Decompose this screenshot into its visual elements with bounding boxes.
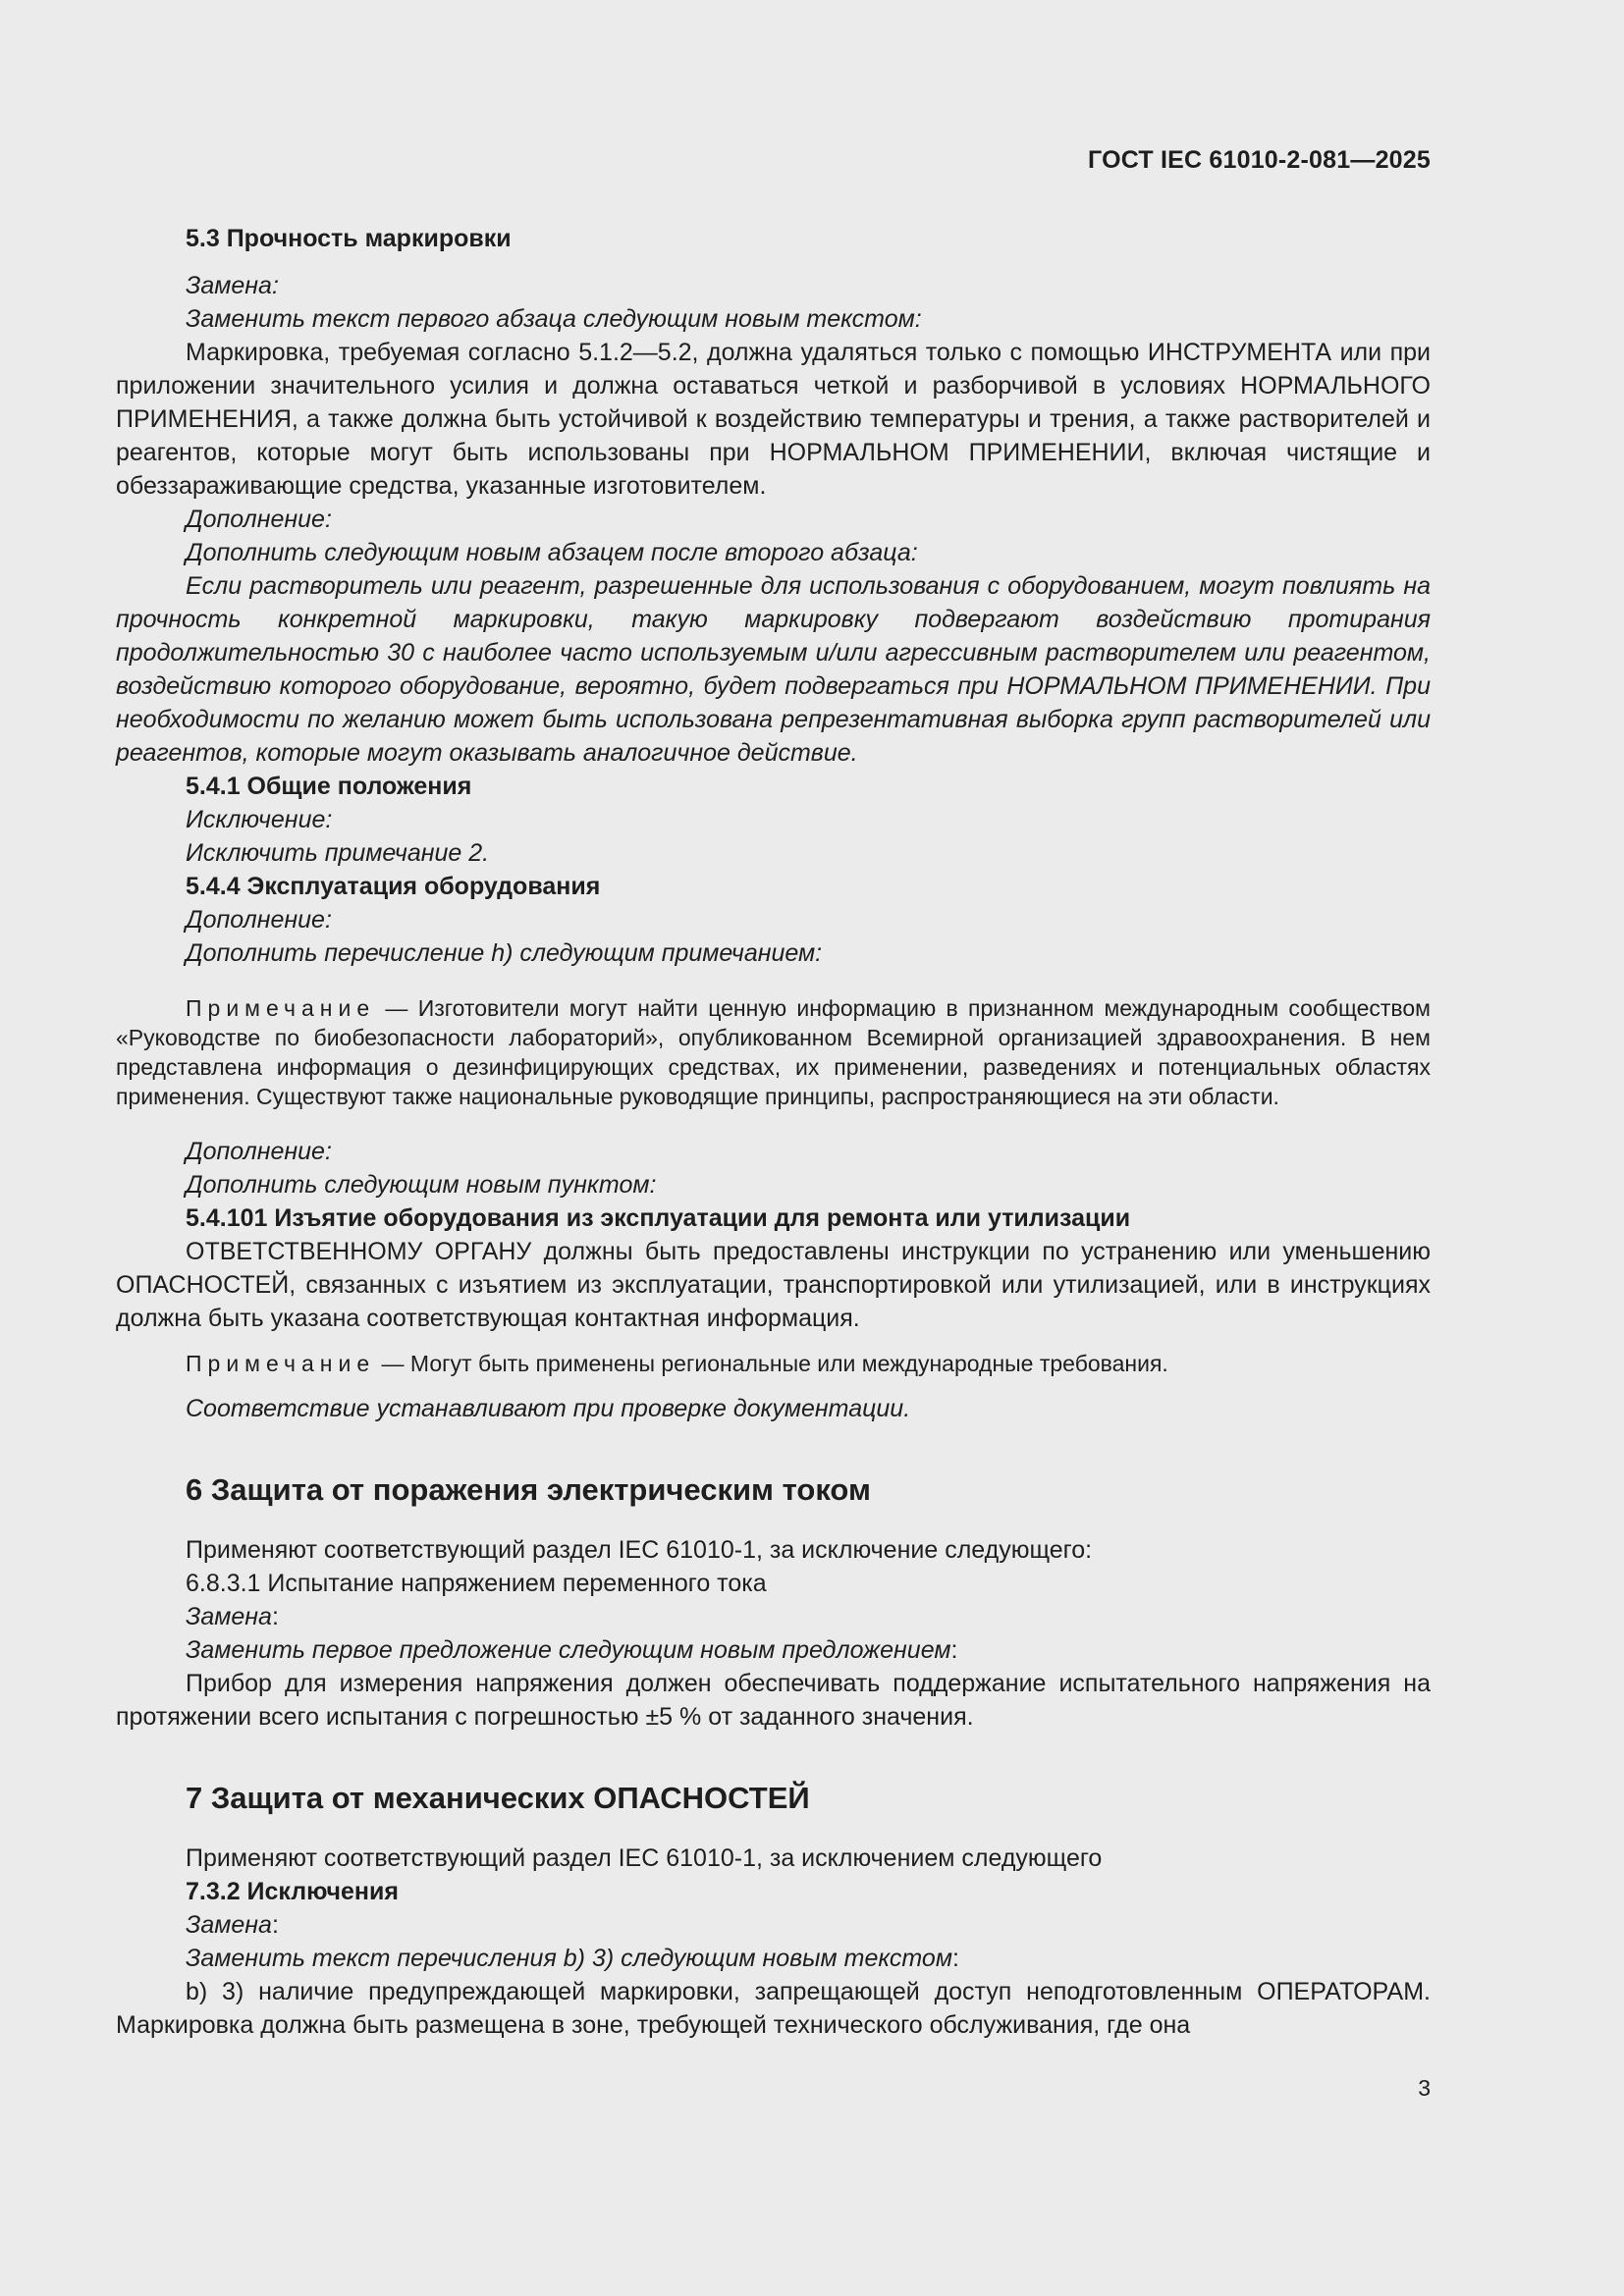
replacement-paragraph: Маркировка, требуемая согласно 5.1.2—5.2, должна удаляться только с помощью ИНСТРУМЕНТА или при приложении значительного усилия и должна оставаться четкой и разборчивой в условиях НОРМАЛЬНОГО ПРИМЕНЕНИЯ, а также должна быть устойчивой к воздействию температуры и трения, а также растворителей и реагентов, которые могут быть использованы при НОРМАЛЬНОМ ПРИМЕНЕНИИ, включая чистящие и обеззараживающие средства, указанные изготовителем.: [116, 339, 1431, 500]
note-paragraph: [116, 1349, 1431, 1378]
addition-label: Дополнение:: [186, 506, 332, 533]
replacement-instruction: Заменить текст первого абзаца следующим новым текстом:: [186, 305, 922, 333]
section-intro: Применяют соответствующий раздел IEC 61010-1, за исключение следующего:: [186, 1536, 1093, 1564]
section-heading-7: 7 Защита от механических ОПАСНОСТЕЙ: [186, 1781, 810, 1815]
body-paragraph: ОТВЕТСТВЕННОМУ ОРГАНУ должны быть предоставлены инструкции по устранению или уменьшению ОПАСНОСТЕЙ, связанных с изъятием из эксплуатации, транспортировкой или утилизацией, или в инструкциях должна быть указана соответствующая контактная информация.: [116, 1238, 1431, 1332]
note-paragraph: [116, 993, 1431, 1111]
section-heading-5-4-101: 5.4.101 Изъятие оборудования из эксплуатации для ремонта или утилизации: [186, 1204, 1131, 1232]
replacement-label: Замена:: [186, 1911, 279, 1939]
exclusion-label: Исключение:: [186, 806, 333, 833]
note-label: Примечание: [186, 1351, 376, 1376]
addition-label: Дополнение:: [186, 906, 332, 934]
document-body: [116, 222, 1431, 2042]
note-text: — Изготовители могут найти ценную информацию в признанном международным сообществом «Руководстве по биобезопасности лабораторий», опубликованном Всемирной организацией здравоохранения. В нем представлена информация о дезинфицирующих средствах, их применении, разведениях и потенциальных областях применения. Существуют также национальные руководящие принципы, распространяющиеся на эти области.: [116, 995, 1431, 1109]
addition-instruction: Дополнить перечисление h) следующим примечанием:: [186, 939, 823, 967]
exclusion-text: Исключить примечание 2.: [186, 839, 490, 867]
body-paragraph: b) 3) наличие предупреждающей маркировки, запрещающей доступ неподготовленным ОПЕРАТОРАМ. Маркировка должна быть размещена в зоне, требующей технического обслуживания, где она: [116, 1978, 1431, 2039]
addition-instruction: Дополнить следующим новым абзацем после второго абзаца:: [186, 539, 918, 566]
section-heading-5-4-4: 5.4.4 Эксплуатация оборудования: [186, 873, 601, 900]
replacement-label: Замена:: [186, 1603, 279, 1630]
replacement-instruction: Заменить текст перечисления b) 3) следующим новым текстом:: [186, 1945, 959, 1972]
section-heading-5-4-1: 5.4.1 Общие положения: [186, 773, 472, 800]
section-intro: Применяют соответствующий раздел IEC 61010-1, за исключением следующего: [186, 1844, 1103, 1872]
addition-paragraph: Если растворитель или реагент, разрешенные для использования с оборудованием, могут повлиять на прочность конкретной маркировки, такую маркировку подвергают воздействию протирания продолжительностью 30 с наиболее часто используемым и/или агрессивным растворителем или реагентом, воздействию которого оборудование, вероятно, будет подвергаться при НОРМАЛЬНОМ ПРИМЕНЕНИИ. При необходимости по желанию может быть использована репрезентативная выборка групп растворителей или реагентов, которые могут оказывать аналогичное действие.: [116, 572, 1431, 767]
replacement-instruction: Заменить первое предложение следующим новым предложением:: [186, 1636, 958, 1664]
addition-instruction: Дополнить следующим новым пунктом:: [186, 1171, 657, 1199]
section-heading-5-3: 5.3 Прочность маркировки: [186, 225, 512, 252]
note-label: Примечание: [186, 995, 376, 1021]
note-text: — Могут быть применены региональные или международные требования.: [375, 1351, 1168, 1376]
body-paragraph: Прибор для измерения напряжения должен обеспечивать поддержание испытательного напряжения на протяжении всего испытания с погрешностью ±5 % от заданного значения.: [116, 1670, 1431, 1731]
document-header: ГОСТ IEC 61010-2-081—2025: [1088, 146, 1431, 174]
replacement-label: Замена:: [186, 272, 279, 299]
subsection-heading-6-8-3-1: 6.8.3.1 Испытание напряжением переменного тока: [186, 1570, 767, 1597]
compliance-statement: Соответствие устанавливают при проверке документации.: [186, 1395, 911, 1422]
subsection-heading-7-3-2: 7.3.2 Исключения: [186, 1878, 399, 1905]
section-heading-6: 6 Защита от поражения электрическим током: [186, 1472, 871, 1507]
addition-label: Дополнение:: [186, 1138, 332, 1165]
page-number: 3: [1418, 2075, 1431, 2101]
